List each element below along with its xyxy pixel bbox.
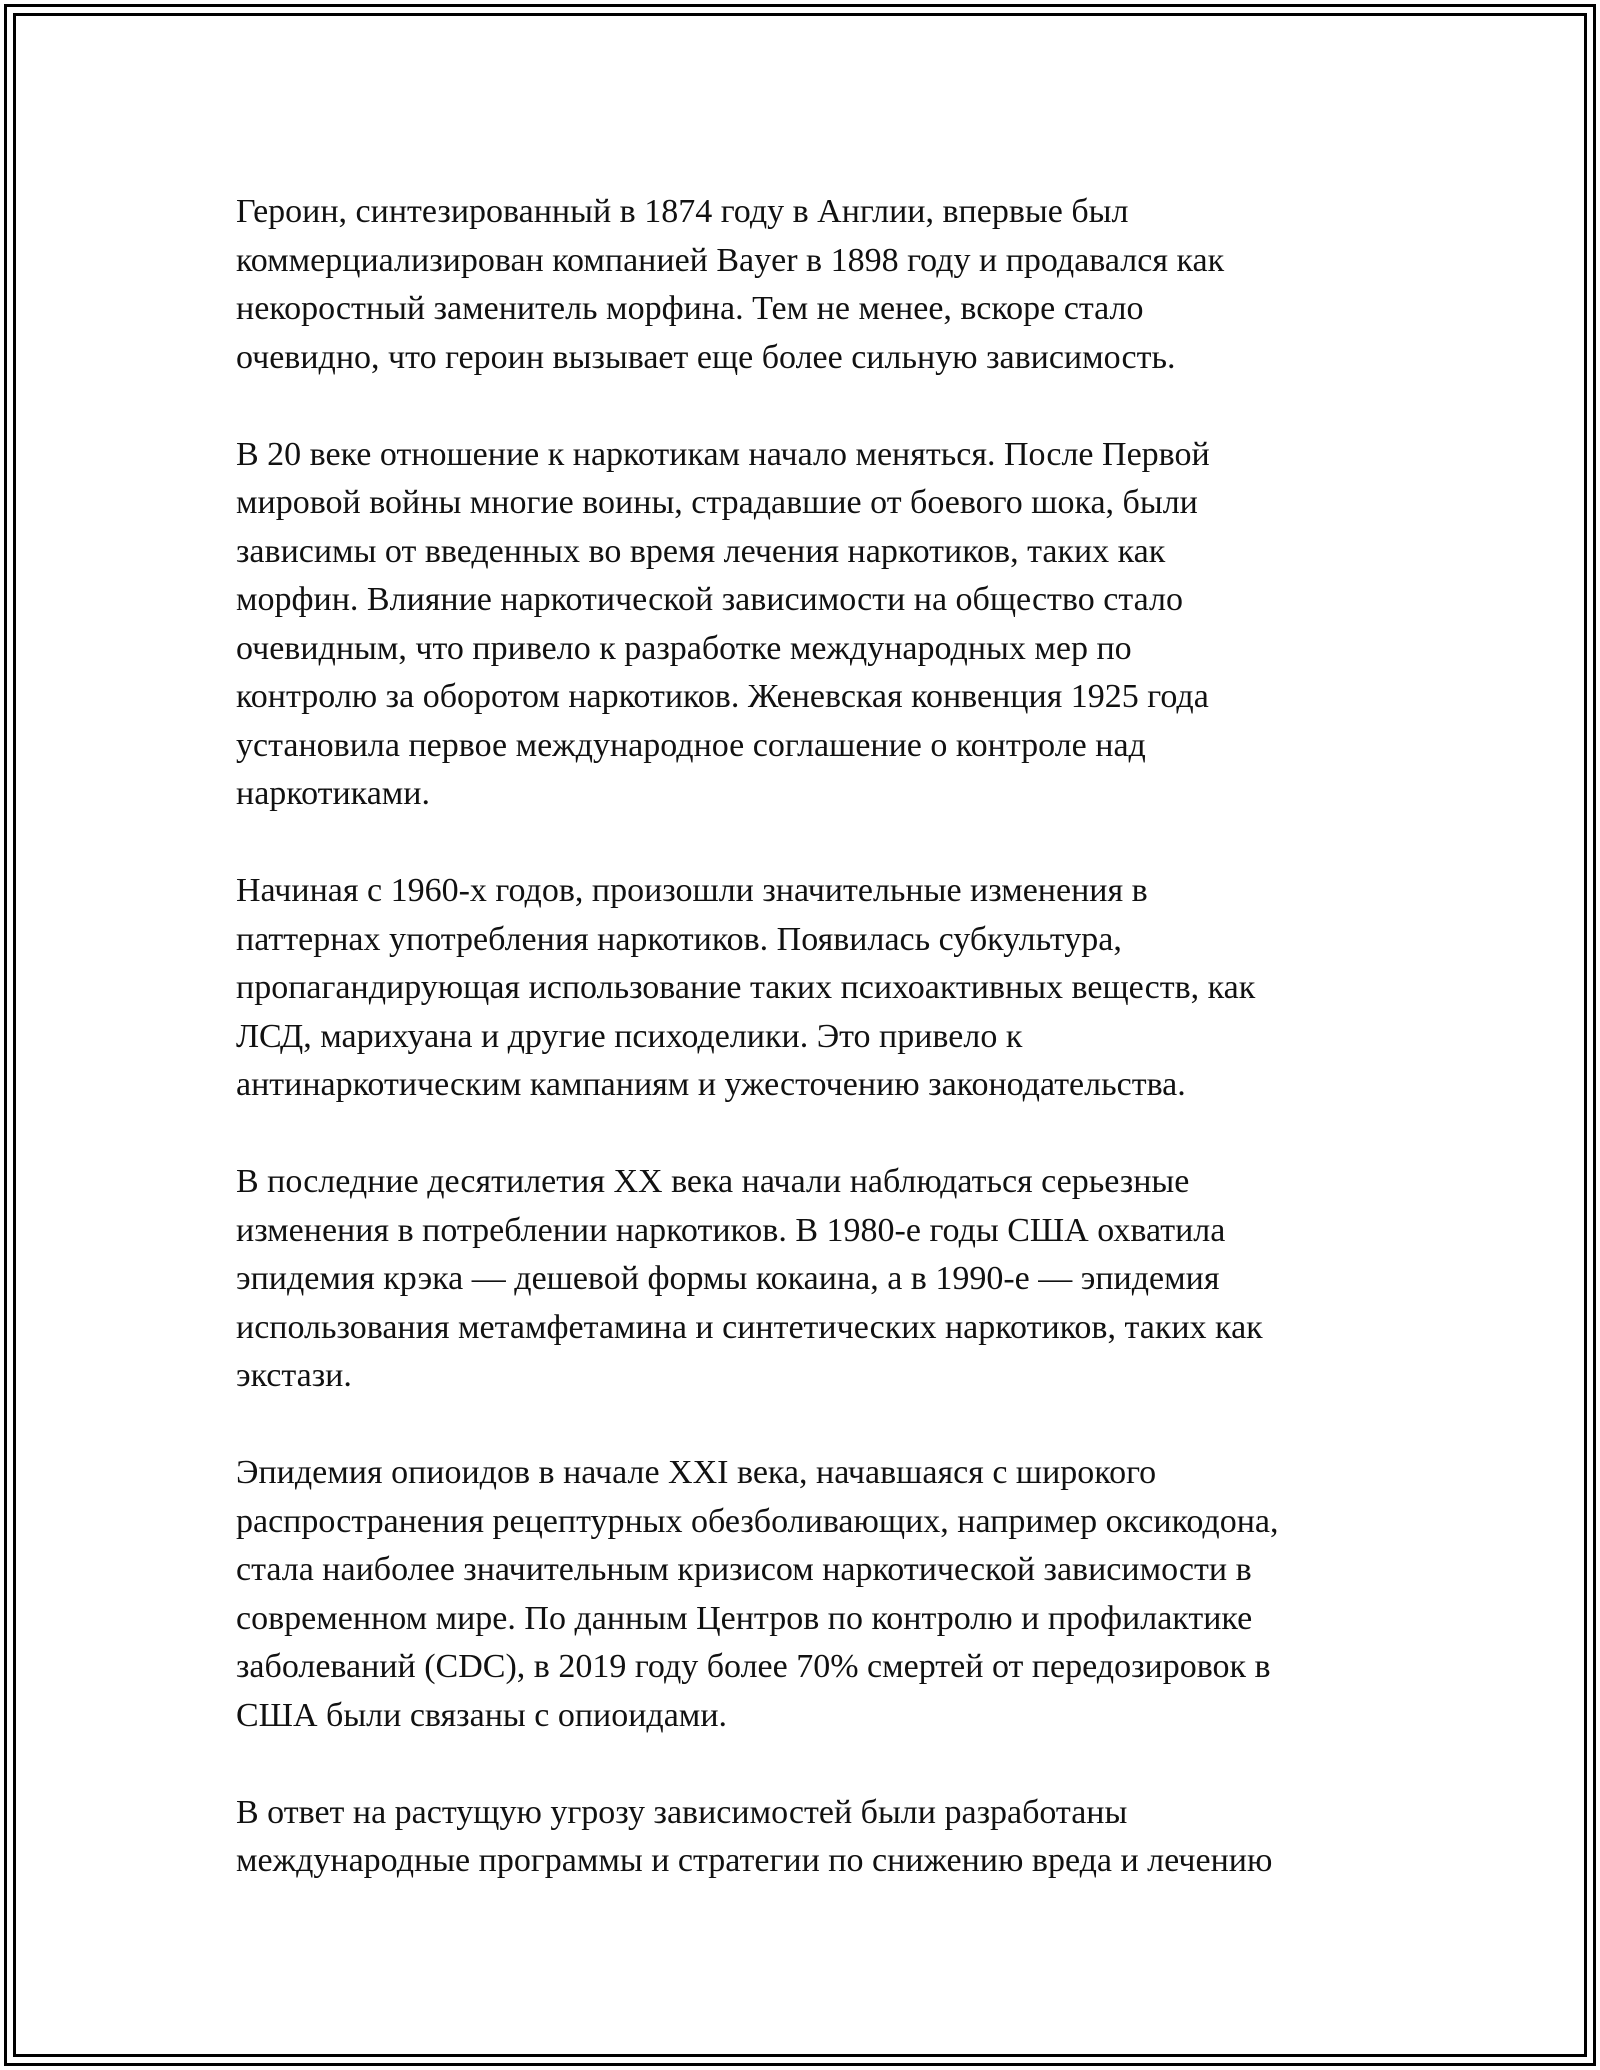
paragraph-response: В ответ на растущую угрозу зависимостей были разработаны международные программы и стратегии по снижению вреда и лечению (236, 1793, 1273, 1879)
paragraph-20th-century: В 20 веке отношение к наркотикам начало меняться. После Первой мировой войны многие воины, страдавшие от боевого шока, были зависимы от введенных во время лечения наркотиков, таких как морфин. Влияние наркотической зависимости на общество стало очевидным, что привело к разработке международных мер по контролю за оборотом наркотиков. Женевская конвенция 1925 года установила первое международное соглашение о контроле над наркотиками. (236, 435, 1210, 812)
paragraph-1960s: Начиная с 1960-х годов, произошли значительные изменения в паттернах употребления наркотиков. Появилась субкультура, пропагандирующая использование таких психоактивных веществ, как ЛСД, марихуана и другие психоделики. Это привело к антинаркотическим кампаниям и ужесточению законодательства. (236, 872, 1256, 1103)
document-body (236, 188, 1376, 1934)
paragraph-opioid-epidemic: Эпидемия опиоидов в начале XXI века, начавшаяся с широкого распространения рецептурных обезболивающих, например оксикодона, стала наиболее значительным кризисом наркотической зависимости в современном мире. По данным Центров по контролю и профилактике заболеваний (CDC), в 2019 году более 70% смертей от передозировок в США были связаны с опиоидами. (236, 1454, 1279, 1734)
paragraph-heroin: Героин, синтезированный в 1874 году в Англии, впервые был коммерциализирован компанией Bayer в 1898 году и продавался как некоростный заменитель морфина. Тем не менее, вскоре стало очевидно, что героин вызывает еще более сильную зависимость. (236, 193, 1225, 376)
paragraph-late-20th-century: В последние десятилетия XX века начали наблюдаться серьезные изменения в потреблении наркотиков. В 1980-е годы США охватила эпидемия крэка — дешевой формы кокаина, а в 1990-е — эпидемия использования метамфетамина и синтетических наркотиков, таких как экстази. (236, 1163, 1263, 1394)
